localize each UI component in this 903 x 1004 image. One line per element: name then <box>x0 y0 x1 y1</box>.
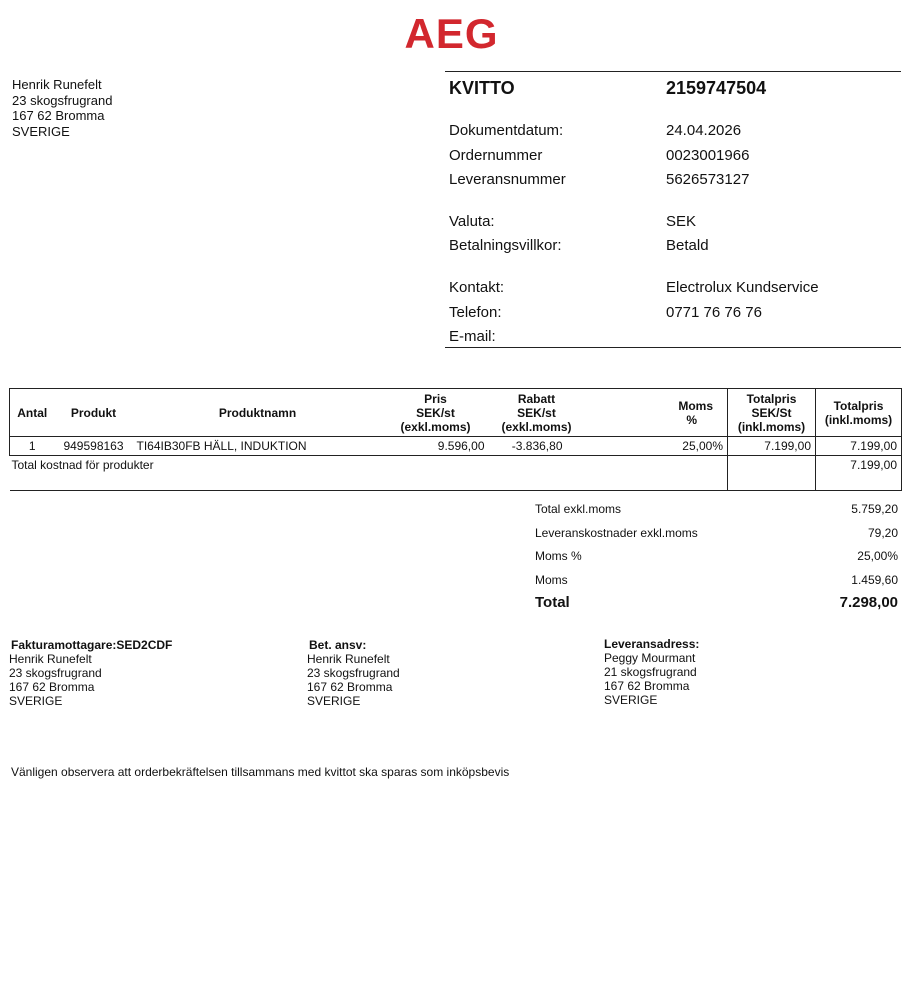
field-label: Dokumentdatum: <box>449 122 564 139</box>
delivery-address-heading: Leveransadress: <box>604 637 700 651</box>
logo-text: AEG <box>404 10 499 57</box>
delivery-address <box>604 637 699 707</box>
header-pris: Pris SEK/st (exkl.moms) <box>383 389 489 437</box>
field-value: 0771 76 76 76 <box>666 304 762 321</box>
receipt-number: 2159747504 <box>666 78 767 98</box>
cell-produktnamn: TI64IB30FB HÄLL, INDUKTION <box>133 437 383 456</box>
summary-value: 79,20 <box>867 526 898 540</box>
field-label: Leveransnummer <box>449 171 566 188</box>
header-produktnamn: Produktnamn <box>133 389 383 437</box>
divider <box>445 71 901 72</box>
field-value: 5626573127 <box>666 171 750 188</box>
address-line: 167 62 Bromma <box>9 680 95 694</box>
summary-value: 5.759,20 <box>851 502 898 516</box>
address-line: SVERIGE <box>604 693 658 707</box>
header-rabatt: Rabatt SEK/st (exkl.moms) <box>489 389 585 437</box>
summary-value: 1.459,60 <box>851 573 898 587</box>
field-label: Telefon: <box>449 304 502 321</box>
payment-responsible-heading: Bet. ansv: <box>309 638 367 652</box>
field-value: Betald <box>666 237 709 254</box>
items-table <box>9 388 902 491</box>
cell-pris: 9.596,00 <box>383 437 489 456</box>
table-total-row <box>10 456 902 491</box>
summary-label: Moms <box>535 573 568 587</box>
invoice-recipient <box>11 638 172 708</box>
address-line: 23 skogsfrugrand <box>9 666 102 680</box>
field-label: Ordernummer <box>449 147 543 164</box>
address-line: Henrik Runefelt <box>307 652 390 666</box>
summary-label: Moms % <box>535 549 582 563</box>
summary-total-label: Total <box>535 594 570 611</box>
invoice-recipient-heading: Fakturamottagare:SED2CDF <box>11 638 173 652</box>
table-header-row <box>10 389 902 437</box>
field-value: 0023001966 <box>666 147 750 164</box>
address-line: Peggy Mourmant <box>604 651 696 665</box>
invoice-recipient-address <box>9 652 172 708</box>
table-row <box>10 437 902 456</box>
summary-label: Total exkl.moms <box>535 502 622 516</box>
header-antal: Antal <box>10 389 55 437</box>
header-moms: Moms % <box>585 389 728 437</box>
customer-address <box>12 77 112 139</box>
header-totalpris-inkl: Totalpris (inkl.moms) <box>816 389 902 437</box>
cell-produkt: 949598163 <box>55 437 133 456</box>
field-label: Kontakt: <box>449 279 505 296</box>
cell-totalpris-st: 7.199,00 <box>728 437 816 456</box>
divider <box>445 347 901 348</box>
address-line: SVERIGE <box>307 694 361 708</box>
payment-responsible-address <box>307 652 400 708</box>
cell-rabatt: -3.836,80 <box>489 437 585 456</box>
empty-cell <box>728 456 816 491</box>
address-line: 167 62 Bromma <box>12 108 105 123</box>
field-label: Betalningsvillkor: <box>449 237 562 254</box>
address-line: 167 62 Bromma <box>307 680 393 694</box>
field-value: SEK <box>666 213 697 230</box>
total-products-value: 7.199,00 <box>816 456 902 491</box>
address-line: SVERIGE <box>9 694 63 708</box>
aeg-logo <box>0 10 903 58</box>
total-products-label: Total kostnad för produkter <box>10 456 728 491</box>
address-line: Henrik Runefelt <box>9 652 92 666</box>
field-label: E-mail: <box>449 328 496 345</box>
address-line: SVERIGE <box>12 123 70 139</box>
address-line: 21 skogsfrugrand <box>604 665 697 679</box>
receipt-title: KVITTO <box>449 78 515 98</box>
address-line: 167 62 Bromma <box>604 679 690 693</box>
cell-moms: 25,00% <box>585 437 728 456</box>
summary-label: Leveranskostnader exkl.moms <box>535 526 698 540</box>
delivery-address-lines <box>604 651 699 707</box>
field-value: Electrolux Kundservice <box>666 279 819 296</box>
payment-responsible <box>309 638 400 708</box>
summary-value: 25,00% <box>857 549 898 563</box>
address-line: 23 skogsfrugrand <box>12 92 113 108</box>
footer-note: Vänligen observera att orderbekräftelsen tillsammans med kvittot ska sparas som inköpsbevis <box>11 765 510 779</box>
address-line: Henrik Runefelt <box>12 77 102 92</box>
summary-total-value: 7.298,00 <box>839 594 898 611</box>
cell-antal: 1 <box>10 437 55 456</box>
cell-totalpris-inkl: 7.199,00 <box>816 437 902 456</box>
field-value: 24.04.2026 <box>666 122 742 139</box>
field-label: Valuta: <box>449 213 495 230</box>
header-totalpris-st: Totalpris SEK/St (inkl.moms) <box>728 389 816 437</box>
address-line: 23 skogsfrugrand <box>307 666 400 680</box>
header-produkt: Produkt <box>55 389 133 437</box>
